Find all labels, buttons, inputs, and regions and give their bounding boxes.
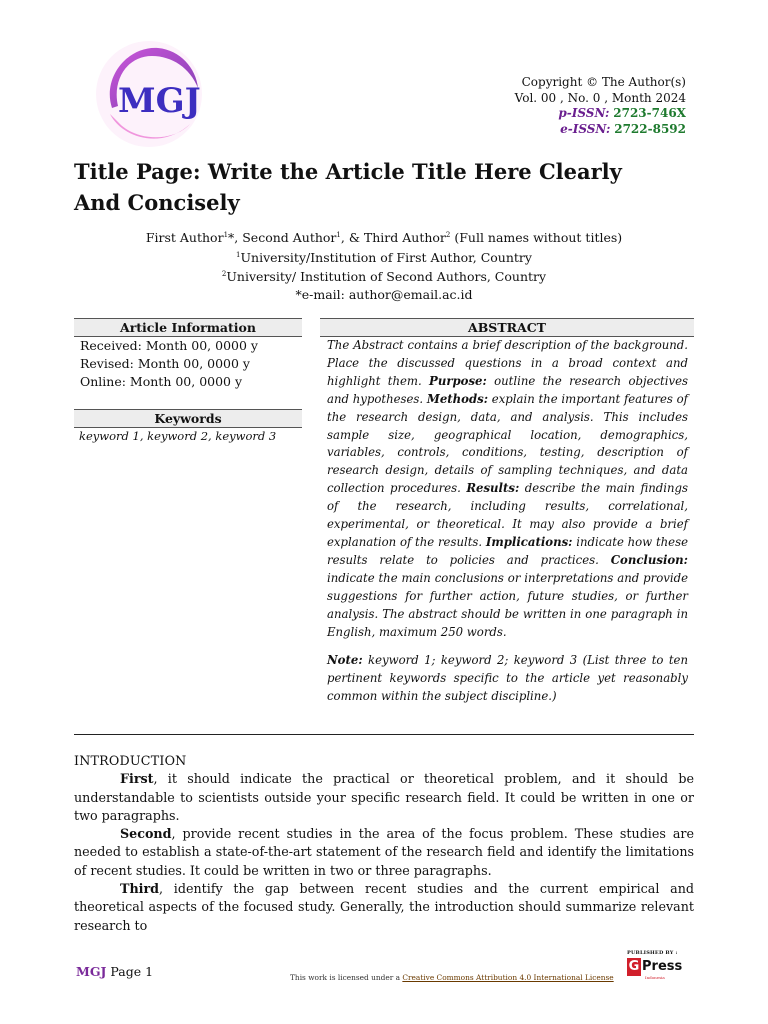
p-issn xyxy=(515,106,686,122)
abstract-intro: The Abstract contains a brief description of the background. Place the discussed questions in a broad context and highlight them. xyxy=(327,338,688,388)
author-1: First Author xyxy=(145,230,224,246)
online-date: Online: Month 00, 0000 y xyxy=(80,374,243,389)
author-2-affil: 1 xyxy=(336,231,341,239)
license-link[interactable]: Creative Commons Attribution 4.0 International License xyxy=(402,973,614,982)
keywords-box xyxy=(74,409,302,445)
conclusion-text: indicate the main conclusions or interpretations and provide suggestions for further action, future studies, or further analysis. The abstract should be written in one paragraph in English, maximum 250 words. xyxy=(327,570,688,639)
footer-page: Page 1 xyxy=(106,964,154,979)
author-3-affil: 2 xyxy=(445,231,451,239)
intro-p1-label: First xyxy=(120,771,154,787)
journal-header-info xyxy=(515,75,686,137)
author-note: (Full names without titles) xyxy=(450,230,623,246)
p-issn-label: p-ISSN: xyxy=(558,106,610,120)
affiliation-1-text: University/Institution of First Author, Country xyxy=(240,249,532,265)
keywords-text: keyword 1, keyword 2, keyword 3 xyxy=(79,429,277,443)
authors-block xyxy=(74,227,694,303)
section-divider xyxy=(74,734,694,735)
volume-issue: Vol. 00 , No. 0 , Month 2024 xyxy=(514,90,686,105)
intro-p3-text: , identify the gap between recent studies and the current empirical and theoretical aspects of the focused study. Generally, the introduction should summarize relevant research to xyxy=(74,881,694,933)
implications-label: Implications: xyxy=(485,534,573,549)
methods-label: Methods: xyxy=(426,391,489,406)
intro-p2-label: Second xyxy=(120,826,172,842)
note-label: Note: xyxy=(327,653,363,668)
revised-date: Revised: Month 00, 0000 y xyxy=(80,356,250,371)
intro-paragraph-2 xyxy=(74,825,694,880)
methods-text: explain the important features of the research design, data, and analysis. This includes sample size, geographical location, demographics, variables, controls, conditions, testing, description of research design, details of sampling techniques, and data collection procedures. xyxy=(327,391,688,496)
intro-p3-label: Third xyxy=(120,881,160,897)
purpose-label: Purpose: xyxy=(429,373,487,388)
keywords-heading: Keywords xyxy=(74,409,302,428)
page-number xyxy=(76,964,153,979)
abstract-heading: ABSTRACT xyxy=(320,318,694,337)
affiliation-2 xyxy=(74,266,694,286)
introduction-heading: INTRODUCTION xyxy=(74,753,187,768)
logo-text: MGJ xyxy=(118,81,201,121)
corresponding-mark: * xyxy=(228,230,235,246)
e-issn-label: e-ISSN: xyxy=(560,121,611,136)
purpose-text: outline the research objectives and hypotheses. xyxy=(327,373,688,406)
license-notice xyxy=(290,973,614,982)
results-text: describe the main findings of the research, including results, correlational, experimental, or theoretical. It may also provide a brief explanation of the results. xyxy=(327,481,688,549)
affiliation-2-text: University/ Institution of Second Authors, Country xyxy=(226,269,547,285)
publisher-press: Press xyxy=(642,959,683,974)
affiliation-2-num: 2 xyxy=(221,270,227,279)
e-issn-value: 2722-8592 xyxy=(614,121,686,136)
copyright: Copyright © The Author(s) xyxy=(521,75,686,89)
publisher-sub: Indonesia xyxy=(645,975,665,980)
footer-journal: MGJ xyxy=(76,964,107,979)
published-by-label: PUBLISHED BY : xyxy=(627,950,678,956)
note-text: keyword 1; keyword 2; keyword 3 (List three to ten pertinent keywords specific to the article yet reasonably common within the subject discipline.) xyxy=(327,653,688,704)
article-title: Title Page: Write the Article Title Here Clearly And Concisely xyxy=(74,159,622,215)
intro-p2-text: , provide recent studies in the area of the focus problem. These studies are needed to establish a state-of-the-art statement of the research field and identify the limitations of recent studies. It could be written in two or three paragraphs. xyxy=(74,826,694,878)
author-list xyxy=(74,227,694,247)
article-information xyxy=(74,318,302,391)
affiliation-1 xyxy=(74,247,694,267)
publisher-g-icon: G xyxy=(628,959,640,974)
publisher-name xyxy=(627,958,682,976)
abstract-body xyxy=(320,337,694,706)
license-prefix: This work is licensed under a xyxy=(290,973,403,982)
journal-logo xyxy=(92,38,204,150)
results-label: Results: xyxy=(466,481,520,496)
implications-text: indicate how these results relate to policies and practices. xyxy=(327,534,688,567)
author-1-affil: 1 xyxy=(223,231,229,239)
abstract-box xyxy=(320,318,694,706)
article-info-heading: Article Information xyxy=(74,318,302,337)
intro-paragraph-3 xyxy=(74,880,694,935)
publisher-logo xyxy=(625,948,697,982)
affiliation-1-num: 1 xyxy=(236,250,241,259)
intro-paragraph-1 xyxy=(74,770,694,825)
received-date: Received: Month 00, 0000 y xyxy=(80,338,258,353)
intro-p1-text: , it should indicate the practical or theoretical problem, and it should be understandable to scientists outside your specific research field. It could be written in one or two paragraphs. xyxy=(74,771,694,823)
author-2: , Second Author xyxy=(234,230,337,246)
conclusion-label: Conclusion: xyxy=(610,552,688,567)
e-issn xyxy=(515,122,686,138)
author-3: , & Third Author xyxy=(340,230,446,246)
corresponding-email: *e-mail: author@email.ac.id xyxy=(295,286,473,302)
p-issn-value: 2723-746X xyxy=(613,106,686,120)
introduction-section xyxy=(74,752,694,935)
abstract-note xyxy=(327,652,688,706)
